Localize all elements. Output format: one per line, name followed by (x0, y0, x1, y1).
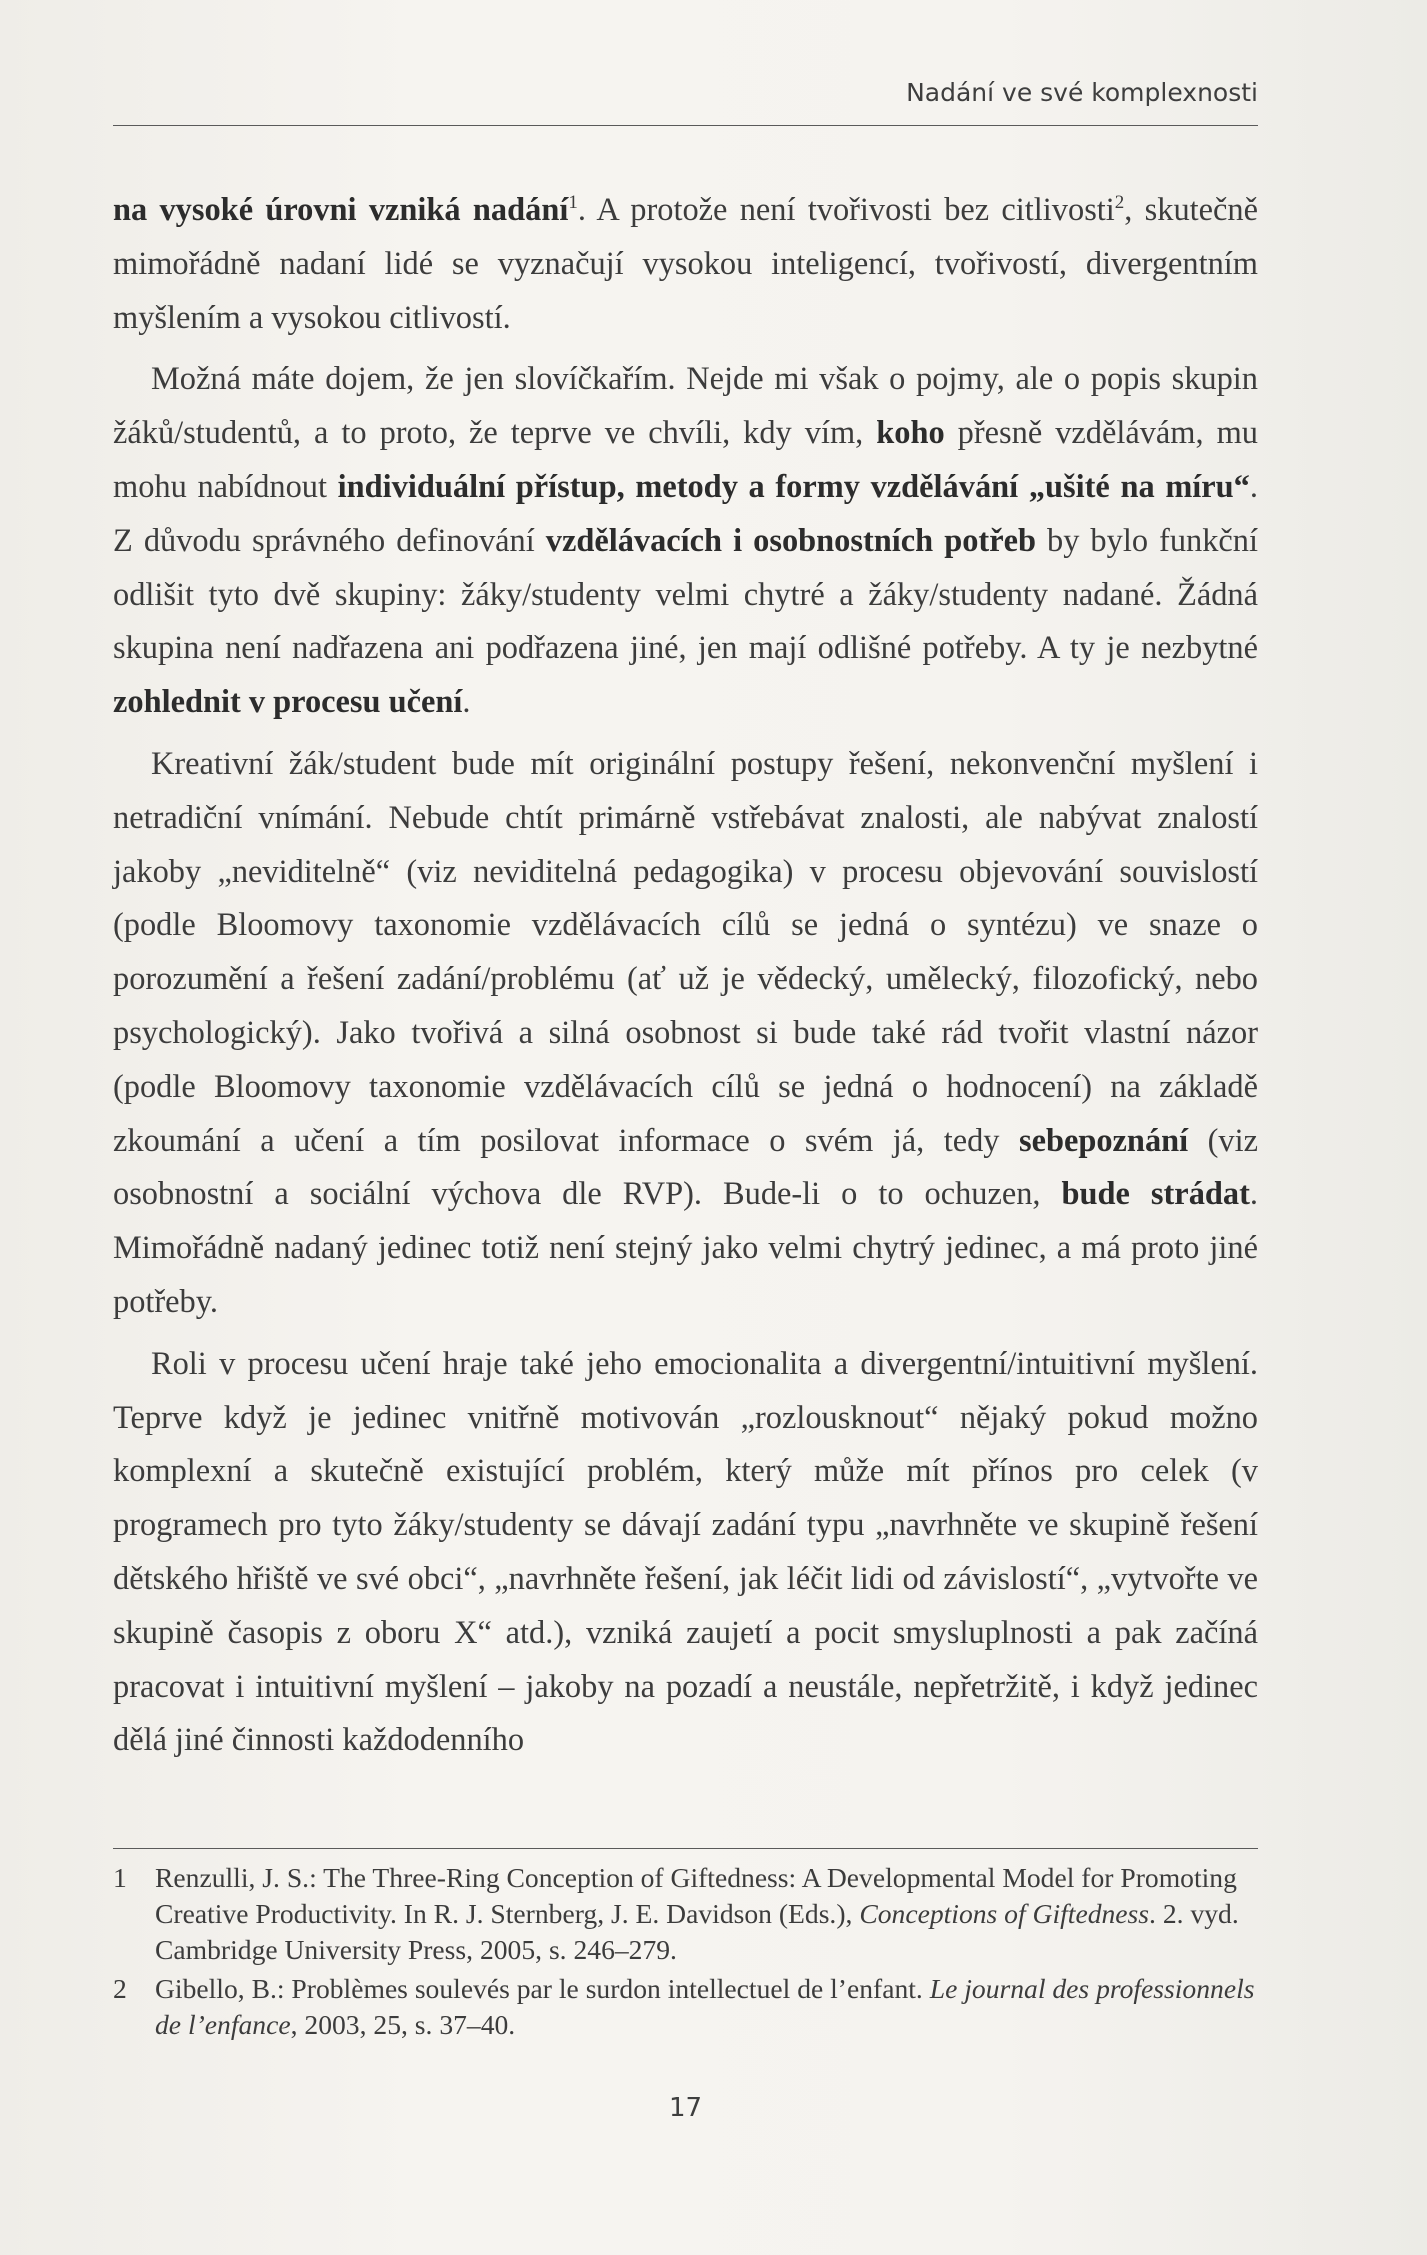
running-head: Nadání ve své komplexnosti (906, 78, 1258, 107)
text-run: (viz osobnostní a sociální výchova dle RVP). Bude-li o to ochuzen, (113, 1122, 1258, 1213)
footnote-rule (113, 1848, 1258, 1849)
footnote (113, 1971, 1258, 2043)
footnote-text (155, 1862, 1239, 1965)
text-run: Kreativní žák/student bude mít originální postupy řešení, nekonvenční myšlení i netradiční vnímání. Nebude chtít primárně vstřebávat znalosti, ale nabývat znalostí jakoby „neviditelně“ (viz neviditelná pedagogika) v procesu objevování souvislostí (podle Bloomovy taxonomie vzdělávacích cílů se jedná o syntézu) ve snaze o porozumění a řešení zadání/problému (ať už je vědecký, umělecký, filozofický, nebo psychologický). Jako tvořivá a silná osobnost si bude také rád tvořit vlastní názor (podle Bloomovy taxonomie vzdělávacích cílů se jedná o hodnocení) na základě zkoumání a učení a tím posilovat informace o svém já, tedy (113, 745, 1258, 1159)
bold-text: sebepoznání (1018, 1122, 1189, 1159)
text-run: . 2. vyd. Cambridge University Press, 2005, s. 246–279. (155, 1898, 1239, 1965)
text-run: by bylo funkční odlišit tyto dvě skupiny: žáky/studenty velmi chytré a žáky/studenty nadané. Žádná skupina není nadřazena ani podřazena jiné, jen mají odlišné potřeby. A ty je nezbytné (113, 522, 1259, 667)
footnotes (113, 1860, 1258, 2046)
paragraph (113, 353, 1258, 730)
footnote-ref: 1 (568, 192, 578, 213)
paragraph (113, 184, 1258, 345)
text-run: Renzulli, J. S.: The Three-Ring Conception of Giftedness: A Developmental Model for Promoting Creative Productivity. In R. J. Sternberg, J. E. Davidson (Eds.), (155, 1862, 1237, 1929)
bold-text: na vysoké úrovni vzniká nadání (113, 192, 569, 228)
body-text (113, 184, 1258, 1768)
footnote-number: 2 (113, 1973, 127, 2004)
footnote-ref: 2 (1114, 192, 1125, 213)
text-run: přesně vzdělávám, mu mohu nabídnout (113, 415, 1258, 505)
italic-text: Le journal des professionnels de l’enfance (155, 1973, 1255, 2040)
header-rule (113, 125, 1258, 126)
text-run: . Mimořádně nadaný jedinec totiž není stejný jako velmi chytrý jedinec, a má proto jiné potřeby. (113, 1176, 1258, 1320)
paragraph (113, 738, 1258, 1330)
bold-text: bude strádat (1061, 1176, 1250, 1213)
italic-text: Conceptions of Giftedness (859, 1898, 1150, 1929)
text-run: . Z důvodu správného definování (113, 468, 1258, 559)
bold-text: koho (876, 415, 945, 452)
bold-text: individuální přístup, metody a formy vzdělávání „ušité na míru“ (337, 468, 1250, 505)
text-run: Roli v procesu učení hraje také jeho emocionalita a divergentní/intuitivní myšlení. Teprve když je jedinec vnitřně motivován „rozlousknout“ nějaký pokud možno komplexní a skutečně existující problém, který může mít přínos pro celek (v programech pro tyto žáky/studenty se dávají zadání typu „navrhněte ve skupině řešení dětského hřiště ve své obci“, „navrhněte řešení, jak léčit lidi od závislostí“, „vytvořte ve skupině časopis z oboru X“ atd.), vzniká zaujetí a pocit smysluplnosti a pak začíná pracovat i intuitivní myšlení – jakoby na pozadí a neustále, nepřetržitě, i když jedinec dělá jiné činnosti každodenního (113, 1345, 1258, 1759)
footnote (113, 1860, 1258, 1968)
page-number: 17 (668, 2093, 703, 2123)
bold-text: zohlednit v procesu učení (113, 684, 463, 721)
text-run: , skutečně mimořádně nadaní lidé se vyznačují vysokou inteligencí, tvořivostí, divergentním myšlením a vysokou citlivostí. (113, 192, 1258, 336)
footnote-number: 1 (113, 1862, 127, 1893)
paragraph (113, 1338, 1258, 1768)
bold-text: vzdělávacích i osobnostních potřeb (545, 522, 1036, 559)
footnote-text (155, 1973, 1254, 2040)
text-run: Možná máte dojem, že jen slovíčkařím. Nejde mi však o pojmy, ale o popis skupin žáků/studentů, a to proto, že teprve ve chvíli, kdy vím, (113, 361, 1258, 452)
text-run: , 2003, 25, s. 37–40. (290, 2009, 516, 2040)
text-run: . A protože není tvořivosti bez citlivosti (577, 192, 1115, 228)
text-run: Gibello, B.: Problèmes soulevés par le surdon intellectuel de l’enfant. (155, 1973, 930, 2004)
text-run: . (462, 684, 471, 721)
